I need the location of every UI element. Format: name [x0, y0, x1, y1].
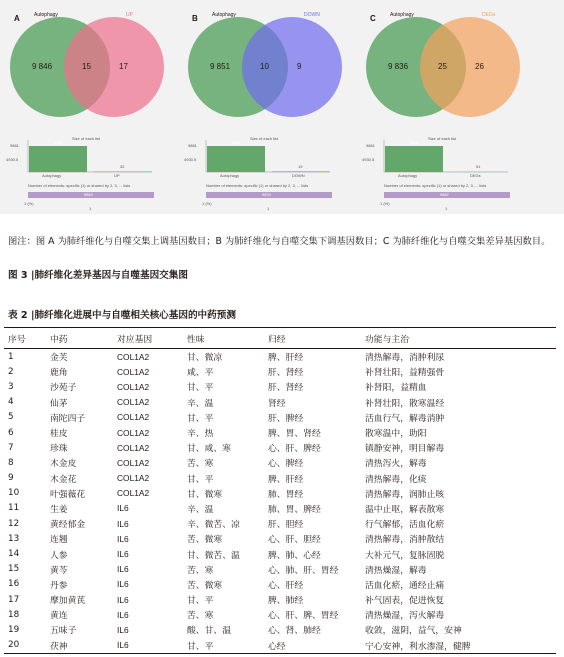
table-cell: 肺、胃、脾经 — [268, 504, 321, 515]
table-cell: 脾、肝经 — [268, 474, 304, 485]
table-cell: IL6 — [117, 503, 129, 514]
table-cell: 6 — [8, 427, 14, 438]
table-cell: 苦、微寒 — [187, 580, 223, 591]
table-cell: IL6 — [117, 579, 129, 590]
table-cell: COL1A2 — [117, 381, 150, 392]
venn-overlap-count: 15 — [82, 62, 91, 71]
shared-total: 9887 — [440, 192, 449, 197]
table-cell: 肝、肾经 — [268, 383, 304, 394]
bar-x-right: DOWN — [292, 173, 305, 178]
table-row — [4, 546, 556, 561]
bar-x-left: Autophagy — [42, 173, 62, 178]
venn-right-circle — [420, 17, 520, 117]
bar-left — [29, 146, 87, 172]
table-cell: 4 — [8, 397, 14, 408]
bar-title: Size of each list — [250, 136, 279, 141]
table-cell: 生姜 — [50, 504, 68, 515]
table-cell: 16 — [8, 579, 20, 590]
shared-axis-right: 1 — [267, 206, 270, 211]
table-row — [4, 622, 556, 637]
table-cell: 清热泻火，解毒 — [365, 459, 427, 470]
panel-letter: C — [370, 14, 376, 23]
venn-right-count: 9 — [297, 62, 302, 71]
venn-left-count: 9 851 — [210, 62, 231, 71]
table-cell: 仙茅 — [50, 398, 68, 409]
table-cell: 10 — [8, 488, 20, 499]
table-cell: 桂皮 — [50, 429, 68, 440]
table-cell: 黄连 — [50, 611, 68, 622]
table-cell: 清热解毒，消肿散结 — [365, 535, 445, 546]
table-cell: 11 — [8, 503, 20, 514]
table-cell: 辛、温 — [187, 398, 214, 409]
column-header: 对应基因 — [113, 328, 183, 349]
table-cell: 脾、肺经 — [268, 596, 304, 607]
column-header: 归经 — [264, 328, 361, 349]
bar-right — [450, 172, 508, 173]
table-cell: 甘、平 — [187, 383, 214, 394]
figure-caption: 图注：图 A 为肺纤维化与自噬交集上调基因数目；B 为肺纤维化与自噬交集下调基因数目；C 为肺纤维化与自噬交集差异基因数目。 — [8, 236, 551, 247]
table-row — [4, 349, 556, 365]
bar-x-right: DEGs — [470, 173, 481, 178]
table-cell: IL6 — [117, 549, 129, 560]
table-cell: 甘、平 — [187, 474, 214, 485]
table-cell: 丹参 — [50, 580, 68, 591]
table-cell: 19 — [8, 624, 20, 635]
table-cell: 五味子 — [50, 626, 77, 637]
table-cell: 苦、寒 — [187, 459, 214, 470]
bar-y-mid: 4930.5 — [362, 157, 375, 162]
table-cell: 5 — [8, 412, 14, 423]
table-row — [4, 455, 556, 470]
table-cell: 肝、胆经 — [268, 520, 304, 531]
table-cell: 甘、微凉 — [187, 353, 223, 364]
bar-y-top: 9861 — [366, 143, 375, 148]
table-cell: 温中止呕，解表散寒 — [365, 504, 445, 515]
table-cell: 清热燥湿，泻火解毒 — [365, 611, 445, 622]
table-cell: 辛、热 — [187, 429, 214, 440]
table-cell: 鹿角 — [50, 368, 68, 379]
bar-left — [385, 146, 443, 172]
table-cell: 大补元气，复脉固脱 — [365, 550, 445, 561]
venn-left-label: Autophagy — [34, 12, 58, 18]
table-row — [4, 562, 556, 577]
table-cell: COL1A2 — [117, 488, 150, 499]
table-cell: 15 — [8, 564, 20, 575]
table-cell: COL1A2 — [117, 412, 150, 423]
panel-letter: A — [14, 14, 20, 23]
table-cell: 9 — [8, 473, 14, 484]
table-cell: 摩加黄芪 — [50, 596, 86, 607]
table-cell: 脾、肝经 — [268, 353, 304, 364]
table-cell: 肝、肾经 — [268, 368, 304, 379]
table-row — [4, 592, 556, 607]
herb-table — [4, 327, 556, 654]
table-cell: 南陀四子 — [50, 413, 86, 424]
table-row — [4, 440, 556, 455]
table-cell: 苦、微寒 — [187, 535, 223, 546]
bar-y-mid: 4930.5 — [6, 157, 19, 162]
venn-diagram — [180, 0, 360, 214]
venn-left-count: 9 836 — [388, 62, 409, 71]
table-cell: 清热解毒，润肺止咳 — [365, 489, 445, 500]
table-title: 表 2 |肺纤维化进展中与自噬相关核心基因的中药预测 — [8, 310, 236, 321]
table-cell: 沙苑子 — [50, 383, 77, 394]
shared-axis-left: 1 (%) — [380, 201, 390, 206]
table-cell: 散寒温中，助阳 — [365, 429, 427, 440]
table-cell: 8 — [8, 457, 14, 468]
bar-right-count: 51 — [476, 164, 481, 169]
column-header: 功能与主治 — [361, 328, 556, 349]
table-cell: 木金花 — [50, 474, 77, 485]
table-cell: 肾经 — [268, 398, 286, 409]
column-header: 性味 — [183, 328, 264, 349]
table-row — [4, 501, 556, 516]
table-cell: 珍珠 — [50, 444, 68, 455]
bar-left-count: 9861 — [232, 140, 241, 145]
table-cell: 心、脾经 — [268, 459, 304, 470]
column-header: 序号 — [4, 328, 46, 349]
bar-y-mid: 4930.5 — [184, 157, 197, 162]
table-cell: 清热燥湿，解毒 — [365, 565, 427, 576]
table-row — [4, 410, 556, 425]
venn-right-label: DOWN — [304, 12, 320, 18]
bar-left-count: 9861 — [410, 140, 419, 145]
table-row — [4, 379, 556, 394]
shared-total: 9870 — [262, 192, 271, 197]
table-cell: COL1A2 — [117, 366, 150, 377]
table-cell: 心、肺、肝、胃经 — [268, 565, 339, 576]
column-header: 中药 — [46, 328, 113, 349]
venn-diagram — [2, 0, 182, 214]
table-header-row — [4, 328, 556, 349]
venn-panel-c — [358, 0, 538, 214]
table-row — [4, 607, 556, 622]
table-cell: 心、肝、脾、胃经 — [268, 611, 339, 622]
table-cell: IL6 — [117, 518, 129, 529]
table-cell: 金芙 — [50, 353, 68, 364]
table-cell: 补肾壮阳，益精强骨 — [365, 368, 445, 379]
venn-left-count: 9 846 — [32, 62, 53, 71]
table-cell: 甘、平 — [187, 413, 214, 424]
shared-axis-left: 1 (%) — [202, 201, 212, 206]
table-cell: 甘、平 — [183, 638, 264, 654]
table-cell: 甘、咸、寒 — [187, 444, 231, 455]
shared-total: 9863 — [84, 192, 93, 197]
table-cell: COL1A2 — [117, 397, 150, 408]
venn-right-count: 26 — [475, 62, 484, 71]
table-cell: 肺、胃经 — [268, 489, 304, 500]
venn-diagram — [358, 0, 538, 214]
bar-y-top: 9861 — [188, 143, 197, 148]
venn-right-circle — [242, 17, 342, 117]
table-cell: 补肾阳，益精血 — [365, 383, 427, 394]
table-cell: 甘、平 — [187, 596, 214, 607]
table-cell: 辛、微苦、凉 — [187, 520, 240, 531]
table-cell: 连翘 — [50, 535, 68, 546]
table-cell: 叶强薇花 — [50, 489, 86, 500]
table-cell: 镇静安神，明目解毒 — [365, 444, 445, 455]
table-row — [4, 577, 556, 592]
bar-x-left: Autophagy — [220, 173, 240, 178]
table-cell: COL1A2 — [117, 457, 150, 468]
table-row — [4, 364, 556, 379]
bar-right — [272, 172, 330, 173]
bar-left-count: 9861 — [54, 140, 63, 145]
bar-title: Size of each list — [72, 136, 101, 141]
table-cell: 活血化瘀，通经止痛 — [365, 580, 445, 591]
shared-axis-right: 1 — [445, 206, 448, 211]
table-cell: 脾、胃、肾经 — [268, 429, 321, 440]
table-cell: IL6 — [117, 624, 129, 635]
table-cell: 1 — [8, 351, 14, 362]
bar-x-right: UP — [114, 173, 120, 178]
bar-note: Number of elements: specific (1) or shared by 2, 3, ... lists — [28, 183, 131, 188]
table-cell: 收敛，滋阴，益气，安神 — [365, 626, 462, 637]
venn-panel-b — [180, 0, 360, 214]
venn-left-label: Autophagy — [390, 12, 414, 18]
table-cell: 行气解郁，活血化瘀 — [365, 520, 445, 531]
table-cell: COL1A2 — [117, 427, 150, 438]
bar-y-top: 9861 — [10, 143, 19, 148]
table-cell: 酸、甘、温 — [187, 626, 231, 637]
table-cell: COL1A2 — [117, 351, 150, 362]
table-cell: 黄经郁金 — [50, 520, 86, 531]
table-cell: 宁心安神，利水渗湿，健脾 — [361, 638, 556, 654]
table-cell: COL1A2 — [117, 442, 150, 453]
table-row — [4, 638, 556, 654]
table-cell: 咸、平 — [187, 368, 214, 379]
venn-left-label: Autophagy — [212, 12, 236, 18]
shared-axis-right: 1 — [89, 206, 92, 211]
figure-title: 图 3 |肺纤维化差异基因与自噬基因交集图 — [8, 270, 188, 281]
venn-right-count: 17 — [119, 62, 128, 71]
bar-left — [207, 146, 265, 172]
table-cell: 黄芩 — [50, 565, 68, 576]
table-row — [4, 531, 556, 546]
table-cell: 活血行气，解毒消肿 — [365, 413, 445, 424]
table-cell: IL6 — [117, 594, 129, 605]
table-cell: 人参 — [50, 550, 68, 561]
bar-note: Number of elements: specific (1) or shared by 2, 3, ... lists — [384, 183, 487, 188]
table-cell: 脾、肺、心经 — [268, 550, 321, 561]
table-cell: 辛、温 — [187, 504, 214, 515]
table-cell: 甘、微苦、温 — [187, 550, 240, 561]
table-row — [4, 471, 556, 486]
table-cell: 肝、脾经 — [268, 413, 304, 424]
table-row — [4, 425, 556, 440]
table-cell: 20 — [4, 638, 46, 654]
panel-letter: B — [192, 14, 198, 23]
table-cell: 心经 — [264, 638, 361, 654]
table-cell: 清热解毒，化痰 — [365, 474, 427, 485]
table-cell: 2 — [8, 366, 14, 377]
table-cell: 12 — [8, 518, 20, 529]
bar-right-count: 19 — [298, 164, 303, 169]
table-cell: 13 — [8, 533, 20, 544]
table-cell: IL6 — [117, 564, 129, 575]
venn-overlap-count: 25 — [438, 62, 447, 71]
shared-axis-left: 1 (%) — [24, 201, 34, 206]
venn-panel-a — [2, 0, 182, 214]
table-row — [4, 395, 556, 410]
table-cell: IL6 — [117, 533, 129, 544]
table-cell: 心、肝经 — [268, 580, 304, 591]
venn-right-circle — [64, 17, 164, 117]
table-cell: 7 — [8, 442, 14, 453]
bar-x-left: Autophagy — [398, 173, 418, 178]
table-cell: IL6 — [117, 609, 129, 620]
venn-overlap-count: 10 — [260, 62, 269, 71]
table-cell: 补气固表，促进恢复 — [365, 596, 445, 607]
table-cell: 18 — [8, 609, 20, 620]
table-cell: 补肾壮阳，散寒温经 — [365, 398, 445, 409]
table-cell: 清热解毒，消肿利尿 — [365, 353, 445, 364]
table-cell: 茯神 — [46, 638, 113, 654]
table-cell: 17 — [8, 594, 20, 605]
table-cell: 心、肝、胆经 — [268, 535, 321, 546]
table-row — [4, 516, 556, 531]
table-cell: 苦、寒 — [187, 611, 214, 622]
table-cell: 心、肾、肺经 — [268, 626, 321, 637]
table-cell: 苦、寒 — [187, 565, 214, 576]
bar-right-count: 32 — [120, 164, 125, 169]
bar-note: Number of elements: specific (1) or shared by 2, 3, ... lists — [206, 183, 309, 188]
table-cell: COL1A2 — [117, 473, 150, 484]
bar-right — [94, 172, 152, 173]
table-row — [4, 486, 556, 501]
table-cell: IL6 — [113, 638, 183, 654]
table-cell: 心、肝、脾经 — [268, 444, 321, 455]
venn-right-label: UP — [126, 12, 133, 18]
table-cell: 木金皮 — [50, 459, 77, 470]
table-cell: 3 — [8, 381, 14, 392]
bar-title: Size of each list — [428, 136, 457, 141]
table-cell: 甘、微寒 — [187, 489, 223, 500]
venn-figure — [0, 0, 564, 214]
venn-right-label: DEGs — [482, 12, 496, 18]
table-cell: 14 — [8, 549, 20, 560]
